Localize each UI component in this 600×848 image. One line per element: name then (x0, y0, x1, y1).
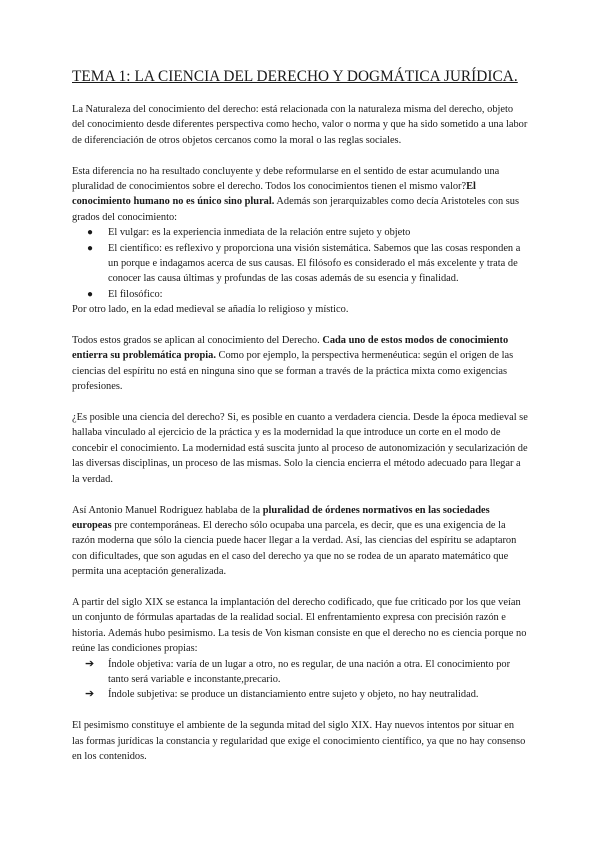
spacer (72, 395, 528, 410)
list-item-text: Índole subjetiva: se produce un distanciamiento entre sujeto y objeto, no hay neutralidad. (108, 689, 479, 701)
indoles-list (72, 657, 528, 703)
bold-text: Cada uno de estos modos de conocimiento entierra su problemática propia. (72, 335, 509, 362)
list-item (72, 225, 528, 240)
paragraph-pesimismo: El pesimismo constituye el ambiente de la segunda mitad del siglo XIX. Hay nuevos intentos por situar en las formas jurídicas la constancia y regularidad que exige el conocimiento científico, ya que no hay consenso en los contenidos. (72, 720, 526, 762)
paragraph-grados (72, 333, 528, 395)
bold-text: pluralidad de órdenes normativos en las sociedades europeas (72, 504, 490, 531)
paragraph-text: Todos estos grados se aplican al conocimiento del Derecho. (72, 335, 323, 347)
list-item-text: El vulgar: es la experiencia inmediata de la relación entre sujeto y objeto (108, 227, 411, 239)
bold-text: El conocimiento humano no es único sino plural. (72, 181, 476, 208)
spacer (72, 703, 528, 718)
paragraph-ciencia-posible: ¿Es posible una ciencia del derecho? Si, es posible en cuanto a verdadera ciencia. Desde la época medieval se hallaba vinculado al ejercicio de la práctica y es la modernidad la que introduce un corte en el modo de concebir el conocimiento. La modernidad está suscita junto al proceso de autonomización y secularización de las diversas disciplinas, un proceso de las mismas. Solo la ciencia encierra el método adecuado para llegar a la verdad. (72, 412, 528, 485)
paragraph-text: Esta diferencia no ha resultado concluyente y debe reformularse en el sentido de estar acumulando una pluralidad de conocimientos sobre el derecho. Todos los conocimientos tienen el mismo valor? (72, 165, 500, 193)
spacer (72, 487, 528, 502)
paragraph-siglo-xix: A partir del siglo XIX se estanca la implantación del derecho codificado, que fue criticado por los que veían un conjunto de fórmulas apartadas de la realidad social. El enfrentamiento expresa con precisión razón e historia. Además hubo pesimismo. La tesis de Von kisman consiste en que el derecho no es ciencia porque no reúne las condiciones propias: (72, 596, 527, 655)
spacer (72, 318, 528, 333)
paragraph-text: Así Antonio Manuel Rodriguez hablaba de la (72, 504, 263, 516)
paragraph-edad-medieval: Por otro lado, en la edad medieval se añadía lo religioso y místico. (72, 304, 349, 316)
document-title: TEMA 1: LA CIENCIA DEL DERECHO Y DOGMÁTICA JURÍDICA. (72, 68, 518, 85)
bullet-icon: ● (87, 227, 94, 239)
list-item (72, 657, 528, 688)
list-item-text: El científico: es reflexivo y proporciona una visión sistemática. Sabemos que las cosas responden a un porque e indagamos acerca de sus causas. El filósofo es considerado el más excelente y trata de conocer las causa últimas y profundas de las cosas además de su esencia y finalidad. (108, 242, 521, 285)
list-item (72, 287, 528, 302)
spacer (72, 580, 528, 595)
paragraph-antonio-manuel (72, 503, 528, 580)
paragraph-text: pre contemporáneas. El derecho sólo ocupaba una parcela, es decir, que es una exigencia de la razón moderna que sólo la ciencia puede hacer llegar a la verdad. Así, las ciencias del espíritu se adaptaron con dificultades, que son agudas en el caso del derecho ya que no se rodea de un aparato matemático que permita una aceptación generalizada. (72, 519, 517, 578)
paragraph-text: Además son jerarquizables como decía Aristoteles con sus grados del conocimiento: (72, 196, 520, 223)
list-item-text: El filosófico: (108, 288, 163, 300)
list-item (72, 241, 528, 287)
paragraph-text: Como por ejemplo, la perspectiva hermenéutica: según el origen de las ciencias del espíritu no está en ninguna sino que se forman a través de la práctica mixta como exigencias profesiones. (72, 350, 514, 393)
list-item (72, 687, 528, 702)
grados-list (72, 225, 528, 302)
arrow-right-icon: ➔ (85, 657, 95, 670)
bullet-icon: ● (87, 288, 94, 300)
arrow-right-icon: ➔ (85, 688, 95, 701)
paragraph-naturaleza: La Naturaleza del conocimiento del derecho: está relacionada con la naturaleza misma del derecho, objeto del conocimiento desde diferentes perspectiva como hecho, valor o norma y que ha sido sometido a una labor de diferenciación de otros objetos cercanos como la moral o las reglas sociales. (72, 104, 528, 146)
paragraph-diferencia (72, 164, 528, 226)
bullet-icon: ● (87, 242, 94, 254)
list-item-text: Índole objetiva: varía de un lugar a otro, no es regular, de una nación a otra. El conocimiento por tanto será variable e inconstante,precario. (108, 658, 511, 685)
spacer (72, 148, 528, 163)
